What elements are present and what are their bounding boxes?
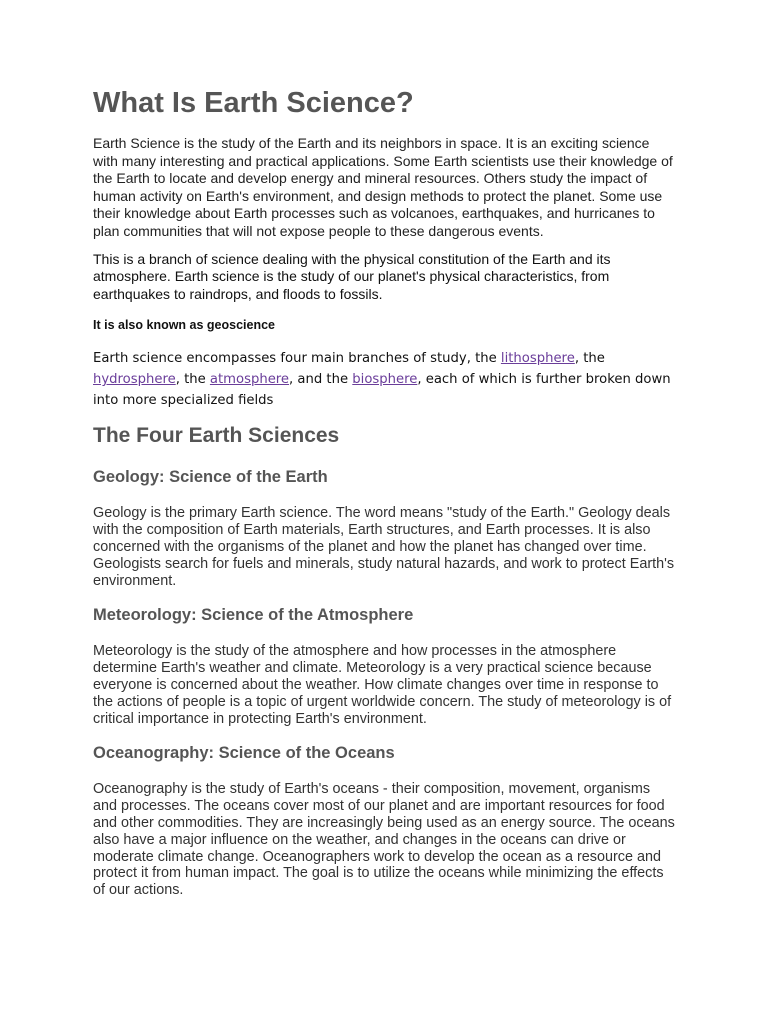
branches-paragraph — [93, 348, 675, 411]
atmosphere-link[interactable]: atmosphere — [209, 372, 290, 388]
branches-text-2: , the — [574, 351, 605, 367]
hydrosphere-link[interactable]: hydrosphere — [93, 372, 176, 388]
biosphere-link[interactable]: biosphere — [352, 372, 418, 388]
branches-text-3: , the — [175, 372, 210, 388]
branch-definition-paragraph: This is a branch of science dealing with the physical constitution of the Earth and its atmosphere. Earth science is the study of our planet's physical characteristics, from earthquakes to raindrops, and floods to fossils. — [93, 250, 611, 302]
meteorology-paragraph: Meteorology is the study of the atmosphere and how processes in the atmosphere determine Earth's weather and climate. Meteorology is a very practical science because everyone is concerned about the weather. How climate changes over time in response to the actions of people is a topic of urgent worldwide concern. The study of meteorology is of critical importance in protecting Earth's environment. — [93, 643, 672, 727]
meteorology-heading: Meteorology: Science of the Atmosphere — [93, 606, 414, 625]
branches-text-5: , each of which is further broken down into more specialized fields — [93, 372, 671, 409]
page-title: What Is Earth Science? — [93, 87, 414, 119]
lithosphere-link[interactable]: lithosphere — [500, 351, 575, 367]
branches-text-1: Earth science encompasses four main branches of study, the — [93, 351, 501, 367]
geology-heading: Geology: Science of the Earth — [93, 468, 328, 487]
section-title: The Four Earth Sciences — [93, 424, 340, 448]
oceanography-heading: Oceanography: Science of the Oceans — [93, 744, 395, 763]
intro-paragraph: Earth Science is the study of the Earth and its neighbors in space. It is an exciting science with many interesting and practical applications. Some Earth scientists use their knowledge of the Earth to locate and develop energy and mineral resources. Others study the impact of human activity on Earth's environment, and design methods to protect the planet. Some use their knowledge about Earth processes such as volcanoes, earthquakes, and hurricanes to plan communities that will not expose people to these dangerous events. — [93, 135, 673, 239]
geology-paragraph: Geology is the primary Earth science. The word means "study of the Earth." Geology deals with the composition of Earth materials, Earth structures, and Earth processes. It is also concerned with the organisms of the planet and how the planet has changed over time. Geologists search for fuels and minerals, study natural hazards, and work to protect Earth's environment. — [93, 505, 675, 589]
branches-text-4: , and the — [289, 372, 353, 388]
also-known-as-note: It is also known as geoscience — [93, 318, 276, 333]
oceanography-paragraph: Oceanography is the study of Earth's oceans - their composition, movement, organisms and processes. The oceans cover most of our planet and are important resources for food and other commodities. They are increasingly being used as an energy source. The oceans also have a major influence on the weather, and changes in the oceans can drive or moderate climate change. Oceanographers work to develop the ocean as a resource and protect it from human impact. The goal is to utilize the oceans while minimizing the effects of our actions. — [93, 781, 675, 899]
